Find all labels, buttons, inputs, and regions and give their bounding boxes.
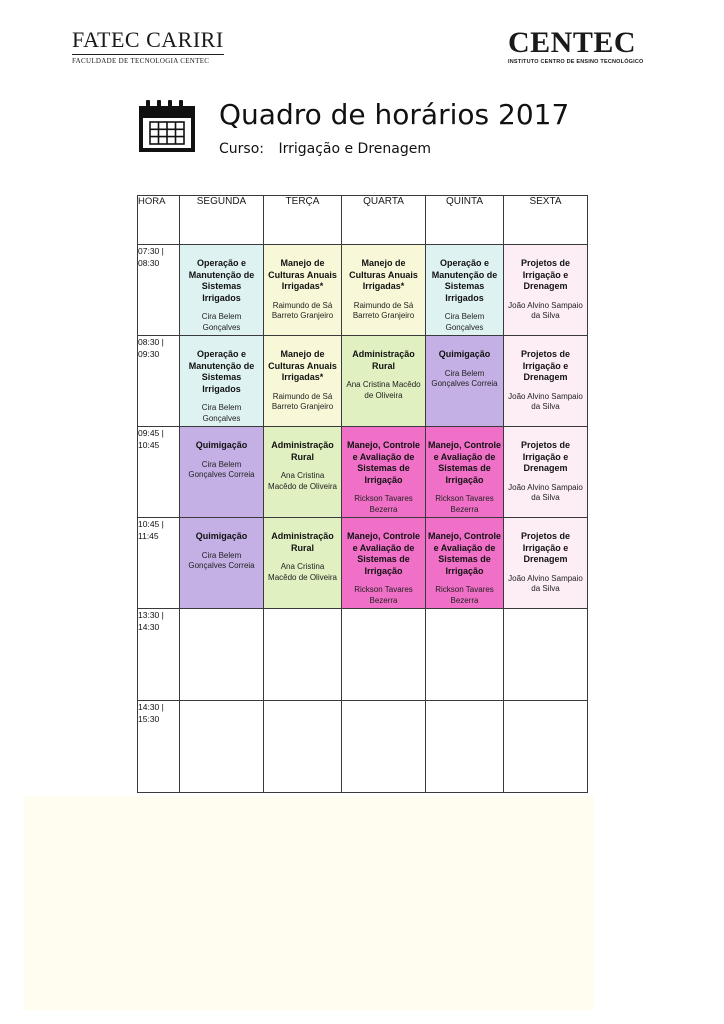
teacher-name: Raimundo de Sá Barreto Granjeiro	[352, 300, 415, 320]
class-cell	[180, 518, 264, 609]
subject-name: Manejo, Controle e Avaliação de Sistemas de Irrigação	[346, 531, 420, 576]
teacher-name: Cira Belem Gonçalves	[444, 312, 485, 332]
teacher-name: Rickson Tavares Bezerra	[435, 494, 494, 514]
time-end: 08:30	[138, 258, 160, 268]
class-cell	[426, 427, 504, 518]
column-header-day: QUINTA	[426, 196, 504, 245]
teacher-name: João Alvino Sampaio da Silva	[508, 482, 583, 502]
class-cell	[264, 245, 342, 336]
subject-name: Projetos de Irrigação e Drenagem	[520, 531, 570, 564]
teacher-name: João Alvino Sampaio da Silva	[508, 573, 583, 593]
schedule-row	[138, 427, 588, 518]
subject-name: Quimigação	[438, 349, 491, 359]
time-start: 14:30 |	[138, 702, 164, 712]
subject-name: Administração Rural	[352, 349, 415, 371]
teacher-name: João Alvino Sampaio da Silva	[508, 300, 583, 320]
subject-name: Manejo, Controle e Avaliação de Sistemas de Irrigação	[346, 440, 420, 485]
empty-cell	[426, 701, 504, 793]
subject-name: Manejo de Culturas Anuais Irrigadas*	[349, 258, 418, 291]
class-cell	[426, 518, 504, 609]
empty-cell	[504, 609, 588, 701]
empty-cell	[264, 701, 342, 793]
class-cell	[342, 427, 426, 518]
schedule-row	[138, 518, 588, 609]
subject-name: Manejo, Controle e Avaliação de Sistemas de Irrigação	[428, 531, 502, 576]
fatec-logo-name: FATEC CARIRI	[72, 28, 224, 55]
teacher-name: Cira Belem Gonçalves Correia	[431, 368, 498, 388]
time-start: 09:45 |	[138, 428, 164, 438]
course-line	[219, 141, 431, 157]
empty-cell	[504, 701, 588, 793]
time-start: 10:45 |	[138, 519, 164, 529]
course-label: Curso:	[219, 141, 264, 157]
subject-name: Operação e Manutenção de Sistemas Irrigados	[188, 349, 255, 394]
class-cell	[180, 245, 264, 336]
time-start: 13:30 |	[138, 610, 164, 620]
subject-name: Administração Rural	[271, 531, 334, 553]
class-cell	[426, 245, 504, 336]
teacher-name: Cira Belem Gonçalves Correia	[188, 550, 255, 570]
subject-name: Manejo, Controle e Avaliação de Sistemas de Irrigação	[428, 440, 502, 485]
subject-name: Operação e Manutenção de Sistemas Irrigados	[431, 258, 498, 303]
column-header-day: TERÇA	[264, 196, 342, 245]
time-end: 10:45	[138, 440, 160, 450]
column-header-day: SEGUNDA	[180, 196, 264, 245]
subject-name: Quimigação	[195, 440, 248, 450]
empty-cell	[342, 701, 426, 793]
schedule-row	[138, 336, 588, 427]
teacher-name: Cira Belem Gonçalves Correia	[188, 459, 255, 479]
class-cell	[504, 427, 588, 518]
centec-logo-subtitle: INSTITUTO CENTRO DE ENSINO TECNOLÓGICO	[508, 59, 644, 65]
time-start: 08:30 |	[138, 337, 164, 347]
class-cell	[342, 518, 426, 609]
time-slot-label	[138, 518, 180, 609]
centec-logo-name: CENTEC	[508, 26, 637, 59]
schedule-row	[138, 245, 588, 336]
class-cell	[504, 245, 588, 336]
teacher-name: Cira Belem Gonçalves	[201, 312, 242, 332]
calendar-icon	[137, 98, 197, 154]
teacher-name: Cira Belem Gonçalves	[201, 403, 242, 423]
class-cell	[426, 336, 504, 427]
subject-name: Manejo de Culturas Anuais Irrigadas*	[268, 258, 337, 291]
schedule-row-empty	[138, 609, 588, 701]
time-end: 15:30	[138, 714, 160, 724]
subject-name: Quimigação	[195, 531, 248, 541]
teacher-name: Raimundo de Sá Barreto Granjeiro	[271, 391, 334, 411]
class-cell	[264, 518, 342, 609]
empty-cell	[426, 609, 504, 701]
time-slot-label	[138, 245, 180, 336]
class-cell	[342, 336, 426, 427]
page-footer-area	[24, 796, 594, 1010]
time-slot-label	[138, 427, 180, 518]
subject-name: Administração Rural	[271, 440, 334, 462]
schedule-table	[137, 195, 588, 793]
teacher-name: Raimundo de Sá Barreto Granjeiro	[271, 300, 334, 320]
time-slot-label	[138, 701, 180, 793]
schedule-row-empty	[138, 701, 588, 793]
subject-name: Projetos de Irrigação e Drenagem	[520, 258, 570, 291]
subject-name: Projetos de Irrigação e Drenagem	[520, 440, 570, 473]
teacher-name: Rickson Tavares Bezerra	[354, 494, 413, 514]
time-slot-label	[138, 336, 180, 427]
class-cell	[180, 336, 264, 427]
empty-cell	[180, 609, 264, 701]
teacher-name: Rickson Tavares Bezerra	[435, 585, 494, 605]
class-cell	[264, 336, 342, 427]
empty-cell	[342, 609, 426, 701]
subject-name: Operação e Manutenção de Sistemas Irrigados	[188, 258, 255, 303]
centec-logo	[508, 28, 648, 65]
class-cell	[342, 245, 426, 336]
course-value: Irrigação e Drenagem	[278, 141, 431, 157]
class-cell	[504, 518, 588, 609]
fatec-logo-subtitle: FACULDADE DE TECNOLOGIA CENTEC	[72, 57, 210, 65]
teacher-name: Ana Cristina Macêdo de Oliveira	[346, 380, 421, 400]
page-title: Quadro de horários 2017	[219, 98, 570, 131]
column-header-day: QUARTA	[342, 196, 426, 245]
subject-name: Manejo de Culturas Anuais Irrigadas*	[268, 349, 337, 382]
time-start: 07:30 |	[138, 246, 164, 256]
class-cell	[180, 427, 264, 518]
class-cell	[264, 427, 342, 518]
time-end: 14:30	[138, 622, 160, 632]
column-header-day: SEXTA	[504, 196, 588, 245]
time-end: 11:45	[138, 531, 159, 541]
schedule-header-row	[138, 196, 588, 245]
column-header-hora: HORA	[138, 196, 180, 245]
subject-name: Projetos de Irrigação e Drenagem	[520, 349, 570, 382]
teacher-name: Rickson Tavares Bezerra	[354, 585, 413, 605]
empty-cell	[180, 701, 264, 793]
empty-cell	[264, 609, 342, 701]
fatec-cariri-logo	[72, 28, 232, 65]
teacher-name: Ana Cristina Macêdo de Oliveira	[268, 471, 337, 491]
time-slot-label	[138, 609, 180, 701]
time-end: 09:30	[138, 349, 160, 359]
teacher-name: Ana Cristina Macêdo de Oliveira	[268, 562, 337, 582]
teacher-name: João Alvino Sampaio da Silva	[508, 391, 583, 411]
class-cell	[504, 336, 588, 427]
